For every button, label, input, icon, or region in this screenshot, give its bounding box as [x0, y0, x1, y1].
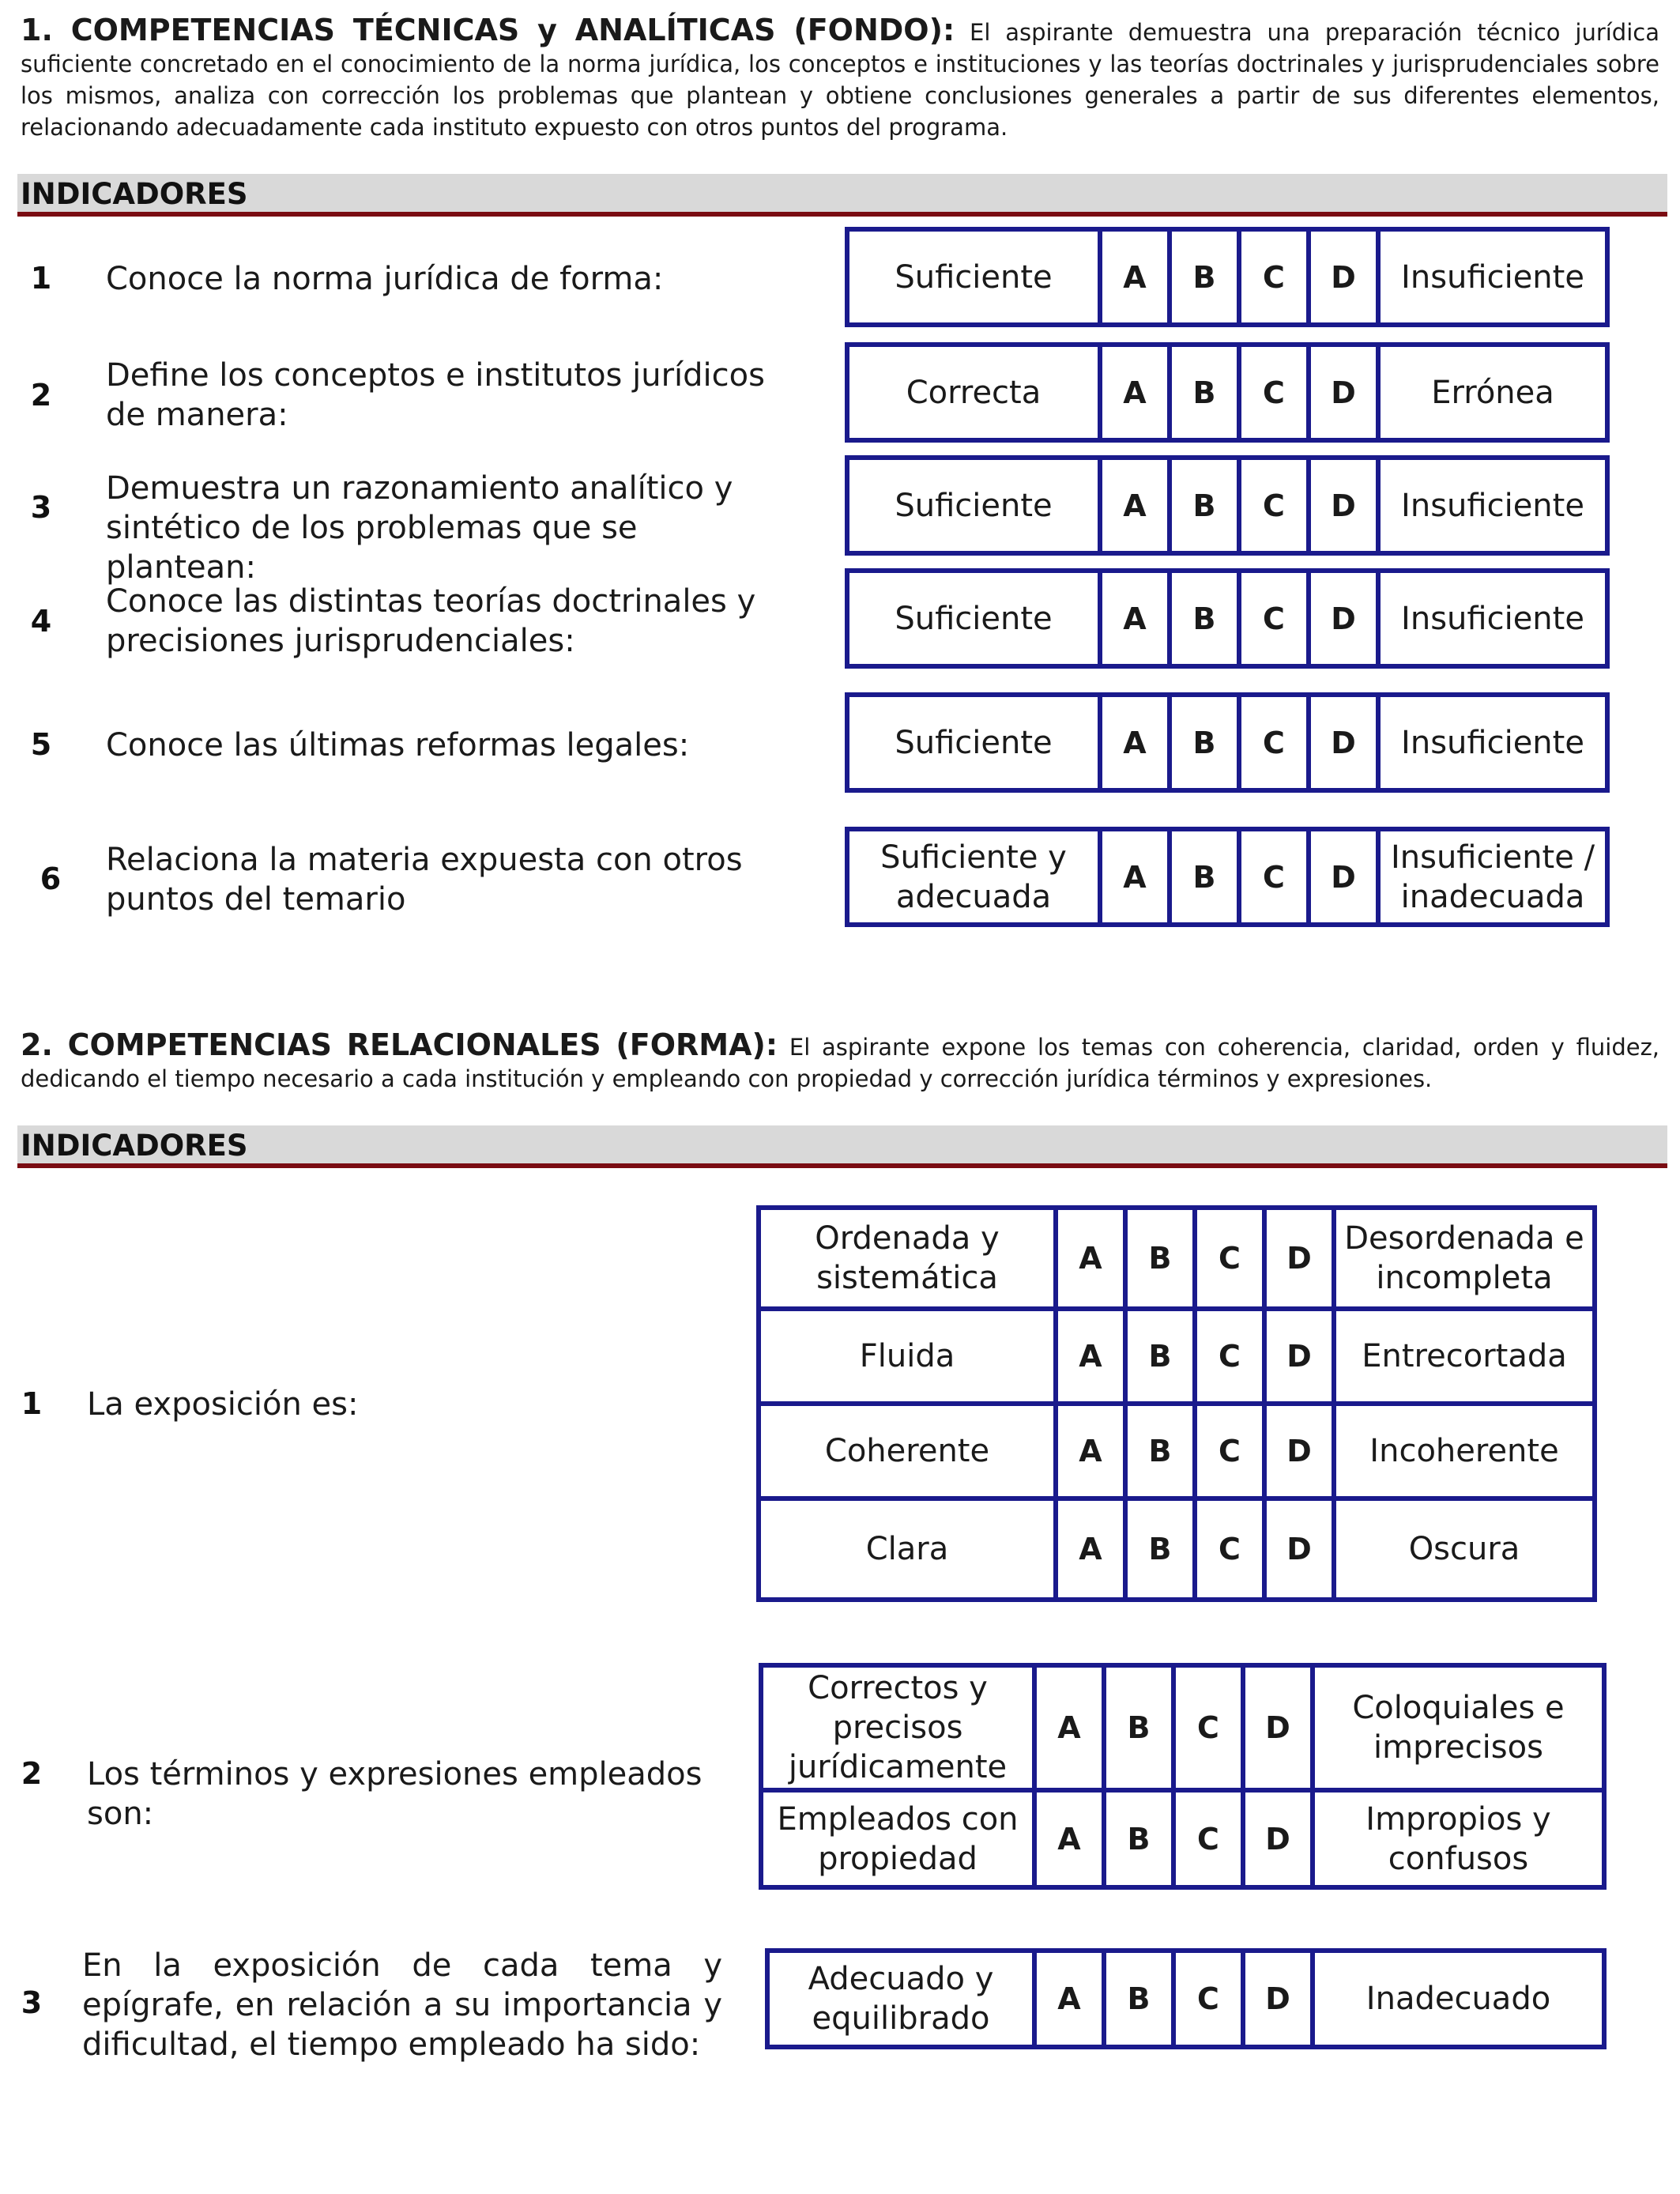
grade-d-option[interactable]: D — [1264, 1498, 1334, 1600]
grade-d-option[interactable]: D — [1309, 345, 1378, 440]
scale-negative-label: Oscura — [1334, 1498, 1595, 1600]
grade-d-option[interactable]: D — [1309, 829, 1378, 925]
s1-item-6-label: Relaciona la materia expuesta con otros puntos del temario — [106, 842, 743, 918]
scale-positive-label: Suficiente — [847, 458, 1100, 553]
scale-positive-label: Correctos y precisos jurídicamente — [761, 1665, 1034, 1790]
grade-b-option[interactable]: B — [1125, 1404, 1195, 1498]
scale-negative-label: Errónea — [1378, 345, 1607, 440]
s1-item-6-number: 6 — [40, 861, 62, 896]
scale-positive-label: Adecuado y equilibrado — [767, 1951, 1034, 2047]
section2-description: El aspirante expone los temas con coherencia, claridad, orden y fluidez, dedicando el tiempo necesario a cada institución y empleando con propiedad y corrección jurídica términos y expresiones. — [21, 1034, 1660, 1092]
grade-c-option[interactable]: C — [1239, 571, 1309, 666]
grade-d-option[interactable]: D — [1264, 1404, 1334, 1498]
grade-c-option[interactable]: C — [1195, 1208, 1264, 1309]
s2-item-1-label: La exposición es: — [87, 1386, 359, 1423]
s1-item-3-number: 3 — [30, 490, 52, 525]
section1-intro — [21, 14, 1659, 143]
grade-d-option[interactable]: D — [1243, 1790, 1313, 1887]
grade-c-option[interactable]: C — [1239, 829, 1309, 925]
grade-b-option[interactable]: B — [1170, 345, 1239, 440]
grade-c-option[interactable]: C — [1173, 1665, 1243, 1790]
s2-item-1-scale — [756, 1205, 1597, 1602]
grade-c-option[interactable]: C — [1239, 695, 1309, 790]
grade-b-option[interactable]: B — [1104, 1790, 1173, 1887]
scale-negative-label: Insuficiente — [1378, 458, 1607, 553]
grade-d-option[interactable]: D — [1309, 695, 1378, 790]
section1-description: El aspirante demuestra una preparación técnico jurídica suficiente concretado en el conocimiento de la norma jurídica, los conceptos e instituciones y las teorías doctrinales y jurisprudenciales sobre los mismos, analiza con corrección los problemas que plantean y obtiene conclusiones generales a partir de sus diferentes elementos, relacionando adecuadamente cada instituto expuesto con otros puntos del programa. — [21, 19, 1659, 141]
grade-c-option[interactable]: C — [1239, 345, 1309, 440]
grade-c-option[interactable]: C — [1239, 458, 1309, 553]
s1-item-4-number: 4 — [30, 604, 52, 639]
s1-item-1-label: Conoce la norma jurídica de forma: — [106, 261, 664, 297]
scale-negative-label: Insuficiente / inadecuada — [1378, 829, 1607, 925]
grade-a-option[interactable]: A — [1100, 458, 1170, 553]
grade-b-option[interactable]: B — [1170, 229, 1239, 325]
grade-c-option[interactable]: C — [1239, 229, 1309, 325]
section2-indicators-title: INDICADORES — [21, 1129, 248, 1163]
scale-negative-label: Inadecuado — [1313, 1951, 1604, 2047]
section2-indicators-bar — [17, 1125, 1667, 1168]
s1-item-1-scale — [845, 227, 1610, 327]
grade-b-option[interactable]: B — [1104, 1665, 1173, 1790]
grade-a-option[interactable]: A — [1056, 1498, 1125, 1600]
grade-a-option[interactable]: A — [1056, 1404, 1125, 1498]
s2-item-1-number: 1 — [21, 1386, 43, 1421]
scale-negative-label: Insuficiente — [1378, 695, 1607, 790]
scale-positive-label: Correcta — [847, 345, 1100, 440]
grade-b-option[interactable]: B — [1170, 829, 1239, 925]
s1-item-3-scale — [845, 455, 1610, 556]
scale-negative-label: Insuficiente — [1378, 571, 1607, 666]
grade-c-option[interactable]: C — [1173, 1790, 1243, 1887]
grade-a-option[interactable]: A — [1100, 571, 1170, 666]
section1-heading: 1. COMPETENCIAS TÉCNICAS y ANALÍTICAS (FONDO): — [21, 13, 955, 47]
scale-negative-label: Desordenada e incompleta — [1334, 1208, 1595, 1309]
scale-positive-label: Ordenada y sistemática — [759, 1208, 1056, 1309]
section2-intro — [21, 1029, 1659, 1095]
grade-b-option[interactable]: B — [1104, 1951, 1173, 2047]
scale-positive-label: Suficiente y adecuada — [847, 829, 1100, 925]
grade-c-option[interactable]: C — [1195, 1498, 1264, 1600]
scale-negative-label: Incoherente — [1334, 1404, 1595, 1498]
s1-item-4-label: Conoce las distintas teorías doctrinales y precisiones jurisprudenciales: — [106, 583, 756, 659]
s2-item-2-number: 2 — [21, 1756, 43, 1791]
grade-a-option[interactable]: A — [1056, 1208, 1125, 1309]
grade-a-option[interactable]: A — [1034, 1790, 1104, 1887]
grade-a-option[interactable]: A — [1100, 829, 1170, 925]
scale-positive-label: Suficiente — [847, 229, 1100, 325]
scale-positive-label: Fluida — [759, 1309, 1056, 1404]
grade-d-option[interactable]: D — [1309, 229, 1378, 325]
grade-b-option[interactable]: B — [1125, 1309, 1195, 1404]
s1-item-3-label: Demuestra un razonamiento analítico y sintético de los problemas que se plantean: — [106, 470, 733, 586]
scale-positive-label: Clara — [759, 1498, 1056, 1600]
grade-d-option[interactable]: D — [1243, 1951, 1313, 2047]
grade-a-option[interactable]: A — [1100, 229, 1170, 325]
grade-a-option[interactable]: A — [1100, 345, 1170, 440]
grade-b-option[interactable]: B — [1170, 458, 1239, 553]
grade-b-option[interactable]: B — [1125, 1498, 1195, 1600]
s2-item-2-scale — [759, 1663, 1607, 1890]
section1-indicators-title: INDICADORES — [21, 177, 248, 211]
grade-b-option[interactable]: B — [1170, 571, 1239, 666]
s1-item-1-number: 1 — [30, 261, 52, 296]
scale-negative-label: Coloquiales e imprecisos — [1313, 1665, 1604, 1790]
grade-d-option[interactable]: D — [1309, 571, 1378, 666]
grade-c-option[interactable]: C — [1195, 1404, 1264, 1498]
s1-item-5-number: 5 — [30, 727, 52, 762]
grade-d-option[interactable]: D — [1264, 1208, 1334, 1309]
s2-item-3-number: 3 — [21, 1985, 43, 2020]
grade-d-option[interactable]: D — [1243, 1665, 1313, 1790]
scale-positive-label: Empleados con propiedad — [761, 1790, 1034, 1887]
scale-negative-label: Insuficiente — [1378, 229, 1607, 325]
grade-a-option[interactable]: A — [1034, 1665, 1104, 1790]
section1-indicators-bar — [17, 174, 1667, 217]
scale-negative-label: Impropios y confusos — [1313, 1790, 1604, 1887]
s1-item-5-label: Conoce las últimas reformas legales: — [106, 727, 690, 763]
s2-item-2-label: Los términos y expresiones empleados son: — [87, 1756, 703, 1832]
scale-positive-label: Suficiente — [847, 695, 1100, 790]
scale-negative-label: Entrecortada — [1334, 1309, 1595, 1404]
grade-a-option[interactable]: A — [1056, 1309, 1125, 1404]
grade-a-option[interactable]: A — [1034, 1951, 1104, 2047]
grade-c-option[interactable]: C — [1173, 1951, 1243, 2047]
s2-item-3-scale — [765, 1948, 1607, 2049]
scale-positive-label: Suficiente — [847, 571, 1100, 666]
grade-d-option[interactable]: D — [1309, 458, 1378, 553]
s1-item-4-scale — [845, 568, 1610, 669]
grade-d-option[interactable]: D — [1264, 1309, 1334, 1404]
grade-a-option[interactable]: A — [1100, 695, 1170, 790]
section2-heading: 2. COMPETENCIAS RELACIONALES (FORMA): — [21, 1027, 778, 1062]
s1-item-2-scale — [845, 342, 1610, 443]
s1-item-6-scale — [845, 827, 1610, 927]
s1-item-2-number: 2 — [30, 378, 52, 413]
grade-b-option[interactable]: B — [1170, 695, 1239, 790]
grade-c-option[interactable]: C — [1195, 1309, 1264, 1404]
s2-item-3-label: En la exposición de cada tema y epígrafe, en relación a su importancia y dificultad, el tiempo empleado ha sido: — [82, 1947, 722, 2063]
grade-b-option[interactable]: B — [1125, 1208, 1195, 1309]
s1-item-5-scale — [845, 692, 1610, 793]
s1-item-2-label: Define los conceptos e institutos jurídicos de manera: — [106, 357, 765, 433]
scale-positive-label: Coherente — [759, 1404, 1056, 1498]
